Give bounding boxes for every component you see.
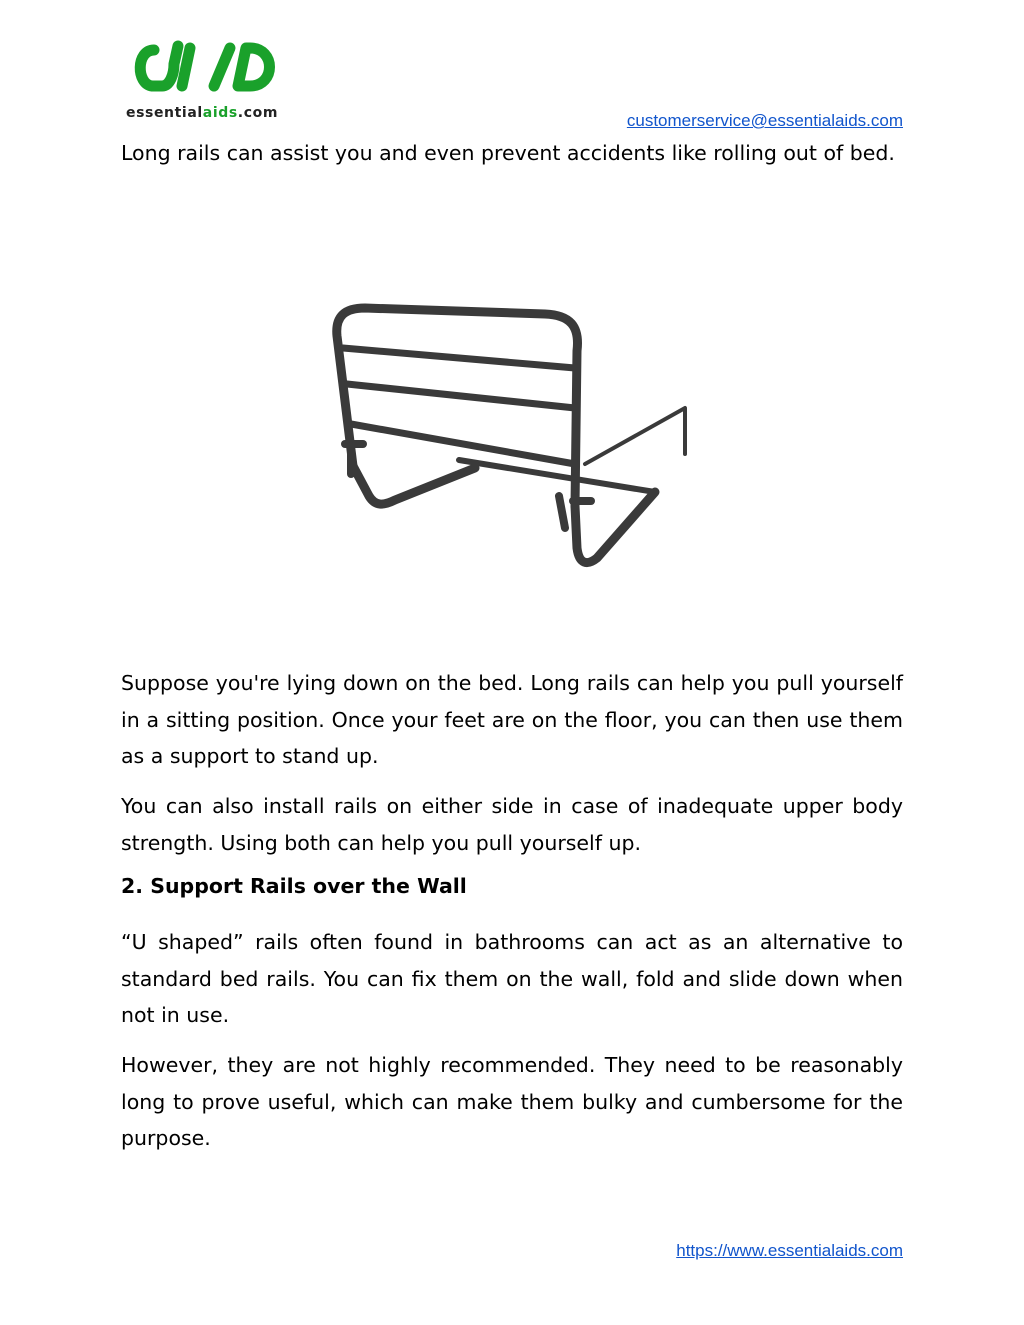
logo-word-prefix: essential xyxy=(126,105,203,121)
paragraph-4: However, they are not highly recommended. They need to be reasonably long to prove useful, which can make them bulky and cumbersome for the purpose. xyxy=(121,1053,903,1150)
bed-rail-icon xyxy=(325,296,695,576)
logo-wordmark xyxy=(126,105,278,121)
paragraph-1: Suppose you're lying down on the bed. Long rails can help you pull yourself in a sitting position. Once your feet are on the floor, you can then use them as a support to stand up. xyxy=(121,671,903,768)
logo-word-suffix: .com xyxy=(237,105,279,121)
footer-url-link[interactable]: https://www.essentialaids.com xyxy=(676,1241,903,1260)
intro-paragraph: Long rails can assist you and even prevent accidents like rolling out of bed. xyxy=(121,141,895,165)
essentialaids-logo[interactable] xyxy=(126,34,296,124)
paragraph-2: You can also install rails on either side in case of inadequate upper body strength. Using both can help you pull yourself up. xyxy=(121,794,903,855)
logo-word-accent: aids xyxy=(202,105,238,121)
paragraph-3: “U shaped” rails often found in bathrooms can act as an alternative to standard bed rails. You can fix them on the wall, fold and slide down when not in use. xyxy=(121,930,903,1027)
section-heading: 2. Support Rails over the Wall xyxy=(121,874,467,898)
bed-rail-image xyxy=(325,296,695,576)
email-link[interactable]: customerservice@essentialaids.com xyxy=(626,111,903,130)
logo-mark-icon xyxy=(126,34,286,104)
